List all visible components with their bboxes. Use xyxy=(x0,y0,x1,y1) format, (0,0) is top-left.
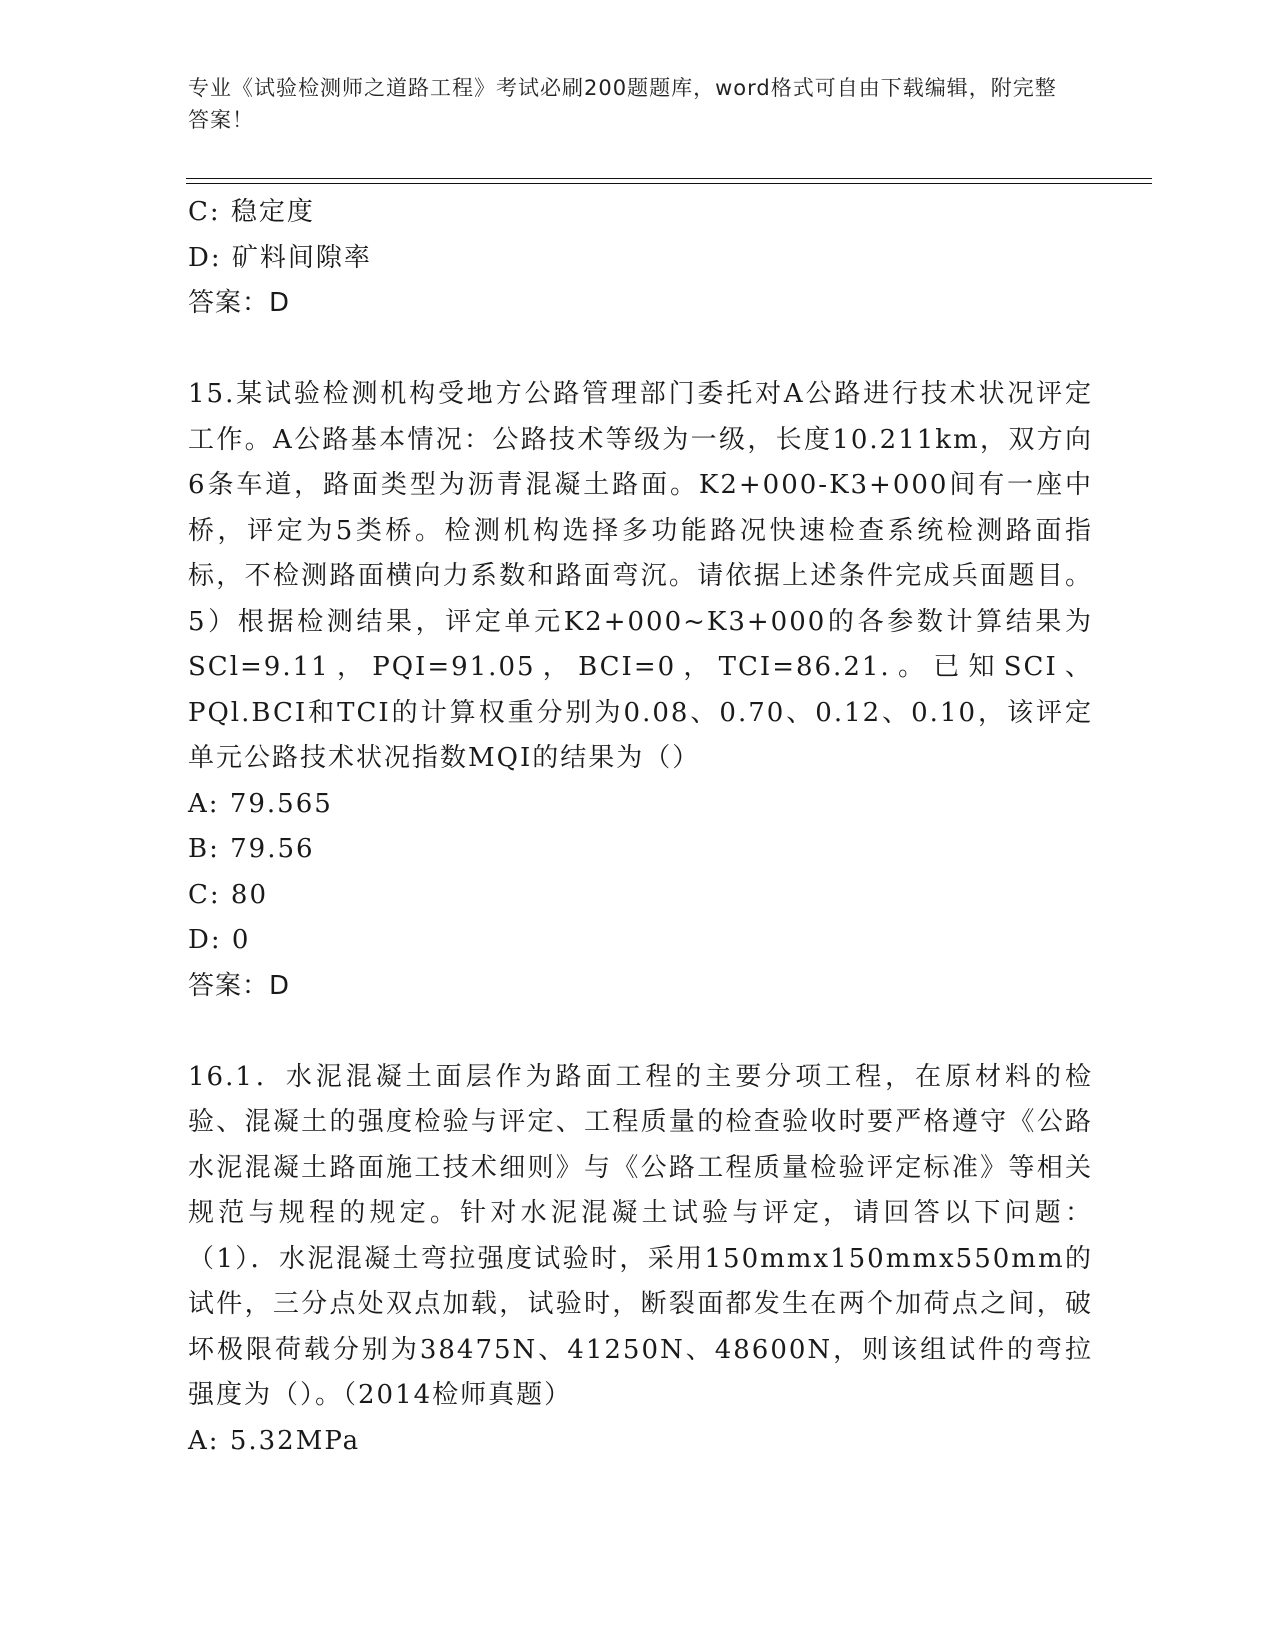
option-text: 5.32MPa xyxy=(229,1425,361,1456)
answer-line: 答案：D xyxy=(188,288,291,318)
option-b xyxy=(188,827,1093,873)
header-rule-top xyxy=(186,178,1152,179)
option-c xyxy=(188,873,1093,919)
option-label: D: xyxy=(188,242,222,273)
question-15-text: 15.某试验检测机构受地方公路管理部门委托对A公路进行技术状况评定工作。A公路基本情况：公路技术等级为一级，长度10.211km，双方向6条车道，路面类型为沥青混凝土路面。K2+000-K3+000间有一座中桥，评定为5类桥。检测机构选择多功能路况快速检查系统检测路面指标，不检测路面横向力系数和路面弯沉。请依据上述条件完成兵面题目。5）根据检测结果，评定单元K2+000~K3+000的各参数计算结果为SCl=9.11，PQI=91.05，BCI=0，TCI=86.21.。已知SCI、PQl.BCI和TCI的计算权重分别为0.08、0.70、0.12、0.10，该评定单元公路技术状况指数MQI的结果为（） xyxy=(188,379,1093,773)
option-text: 矿料间隙率 xyxy=(231,242,372,273)
option-label: C: xyxy=(188,197,221,227)
option-label: B: xyxy=(188,834,220,864)
answer-line: 答案：D xyxy=(188,970,291,1001)
option-label: A: xyxy=(188,788,220,819)
option-text: 稳定度 xyxy=(230,197,315,227)
option-c xyxy=(188,190,1093,236)
option-text: 0 xyxy=(231,925,251,955)
page-header: 专业《试验检测师之道路工程》考试必刷200题题库，word格式可自由下载编辑，附完整答案！ xyxy=(188,76,1057,132)
option-label: A: xyxy=(188,1425,220,1456)
header-rule-bottom xyxy=(186,183,1152,184)
question-16-text: 16.1．水泥混凝土面层作为路面工程的主要分项工程，在原材料的检验、混凝土的强度检验与评定、工程质量的检查验收时要严格遵守《公路水泥混凝土路面施工技术细则》与《公路工程质量检验评定标准》等相关规范与规程的规定。针对水泥混凝土试验与评定，请回答以下问题：（1）．水泥混凝土弯拉强度试验时，采用150mmx150mmx550mm的试件，三分点处双点加载，试验时，断裂面都发生在两个加荷点之间，破坏极限荷载分别为38475N、41250N、48600N，则该组试件的弯拉强度为（）。（2014检师真题） xyxy=(188,1061,1093,1410)
option-text: 80 xyxy=(230,879,269,910)
option-d xyxy=(188,236,1093,282)
page-content xyxy=(188,190,1093,1464)
option-a xyxy=(188,1419,1093,1465)
option-text: 79.565 xyxy=(229,788,333,819)
option-d xyxy=(188,918,1093,964)
option-label: C: xyxy=(188,879,221,910)
option-a xyxy=(188,782,1093,828)
option-text: 79.56 xyxy=(230,834,315,864)
option-label: D: xyxy=(188,925,222,955)
